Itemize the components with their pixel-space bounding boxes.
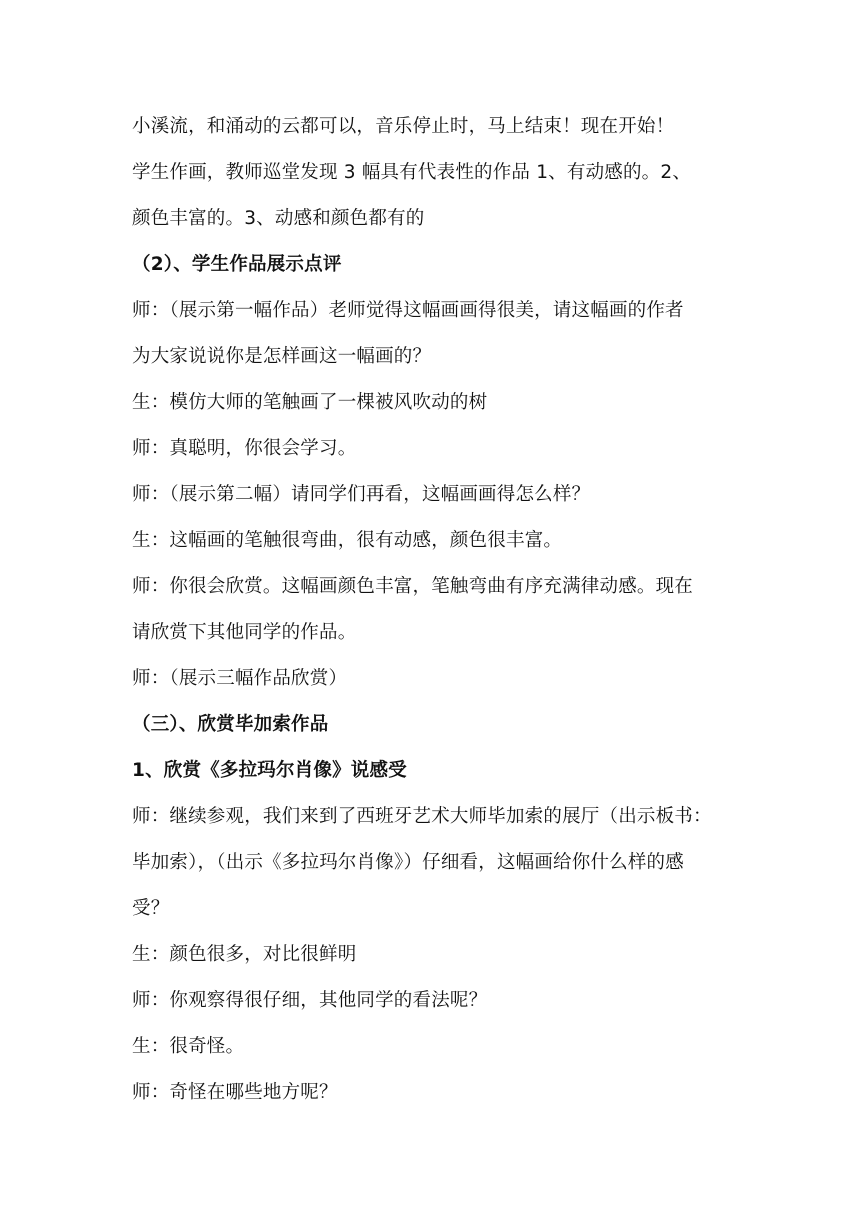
section-heading: （三）、欣赏毕加索作品 [132,714,329,735]
text-line: 师：真聪明，你很会学习。 [132,438,357,459]
text-line: 生：很奇怪。 [132,1036,245,1057]
section-heading: （2）、学生作品展示点评 [132,254,342,275]
text-line: 生：颜色很多，对比很鲜明 [132,944,357,965]
text-line: 学生作画，教师巡堂发现 3 幅具有代表性的作品 1、有动感的。2、 [132,162,692,183]
text-line: 师：（展示第一幅作品）老师觉得这幅画画得很美，请这幅画的作者 [132,300,684,321]
subsection-heading: 1、欣赏《多拉玛尔肖像》说感受 [132,760,407,781]
text-line: 为大家说说你是怎样画这一幅画的？ [132,346,432,367]
text-line: 师：奇怪在哪些地方呢？ [132,1082,338,1103]
text-line: 师：继续参观，我们来到了西班牙艺术大师毕加索的展厅（出示板书： [132,806,712,827]
text-line: 请欣赏下其他同学的作品。 [132,622,357,643]
text-line: 颜色丰富的。3、动感和颜色都有的 [132,208,425,229]
text-line: 师：你很会欣赏。这幅画颜色丰富，笔触弯曲有序充满律动感。现在 [132,576,694,597]
text-line: 师：（展示第二幅）请同学们再看，这幅画画得怎么样？ [132,484,591,505]
text-line: 受？ [132,898,170,919]
text-line: 小溪流，和涌动的云都可以，音乐停止时，马上结束！现在开始！ [132,116,675,137]
text-line: 毕加索），（出示《多拉玛尔肖像》）仔细看，这幅画给你什么样的感 [132,852,684,873]
text-line: 生：模仿大师的笔触画了一棵被风吹动的树 [132,392,488,413]
text-line: 生：这幅画的笔触很弯曲，很有动感，颜色很丰富。 [132,530,563,551]
text-line: 师：（展示三幅作品欣赏） [132,668,348,689]
text-line: 师：你观察得很仔细，其他同学的看法呢？ [132,990,488,1011]
